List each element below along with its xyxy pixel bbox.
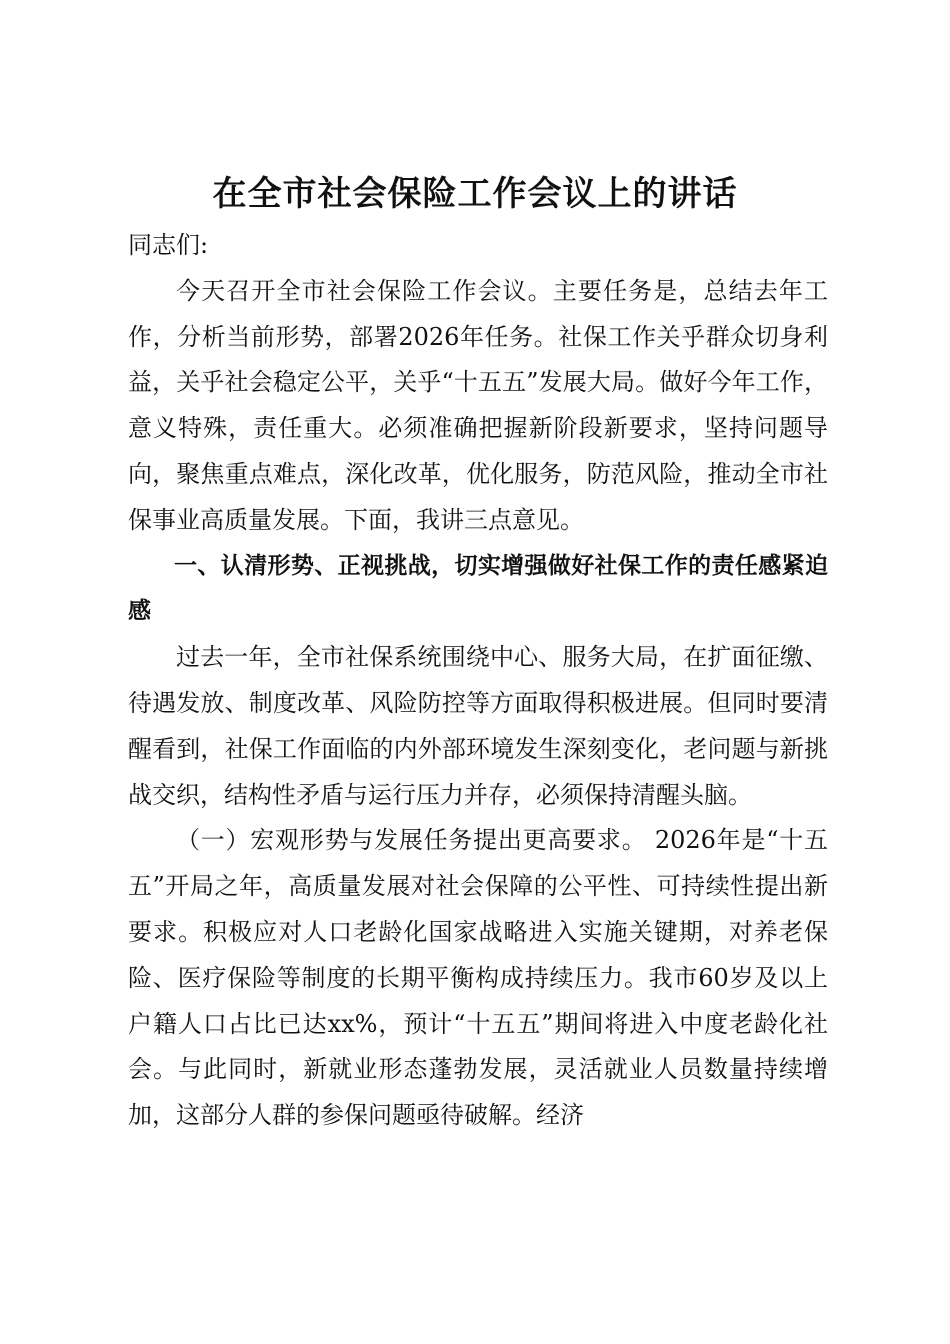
salutation: 同志们: xyxy=(128,231,209,259)
subsection-1-text: 2026年是“十五五”开局之年，高质量发展对社会保障的公平性、可持续性提出新要求。积极应对人口老龄化国家战略进入实施关键期，对养老保险、医疗保险等制度的长期平衡构成持续压力。我市60岁及以上户籍人口占比已达xx%，预计“十五五”期间将进入中度老龄化社会。与此同时，新就业形态蓬勃发展，灵活就业人员数量持续增加，这部分人群的参保问题亟待破解。经济 xyxy=(128,826,828,1130)
subsection-1-paragraph xyxy=(128,818,828,1139)
section-1-paragraph: 过去一年，全市社保系统围绕中心、服务大局，在扩面征缴、待遇发放、制度改革、风险防控等方面取得积极进展。但同时要清醒看到，社保工作面临的内外部环境发生深刻变化，老问题与新挑战交织，结构性矛盾与运行压力并存，必须保持清醒头脑。 xyxy=(128,643,828,809)
subsection-heading-1: （一）宏观形势与发展任务提出更高要求。 xyxy=(176,826,647,855)
document-body xyxy=(128,223,828,1139)
intro-paragraph: 今天召开全市社会保险工作会议。主要任务是，总结去年工作，分析当前形势，部署2026年任务。社保工作关乎群众切身利益，关乎社会稳定公平，关乎“十五五”发展大局。做好今年工作，意义特殊，责任重大。必须准确把握新阶段新要求，坚持问题导向，聚焦重点难点，深化改革，优化服务，防范风险，推动全市社保事业高质量发展。下面，我讲三点意见。 xyxy=(128,276,828,534)
section-heading-1: 一、认清形势、正视挑战，切实增强做好社保工作的责任感紧迫感 xyxy=(128,552,828,625)
document-title: 在全市社会保险工作会议上的讲话 xyxy=(212,174,738,214)
